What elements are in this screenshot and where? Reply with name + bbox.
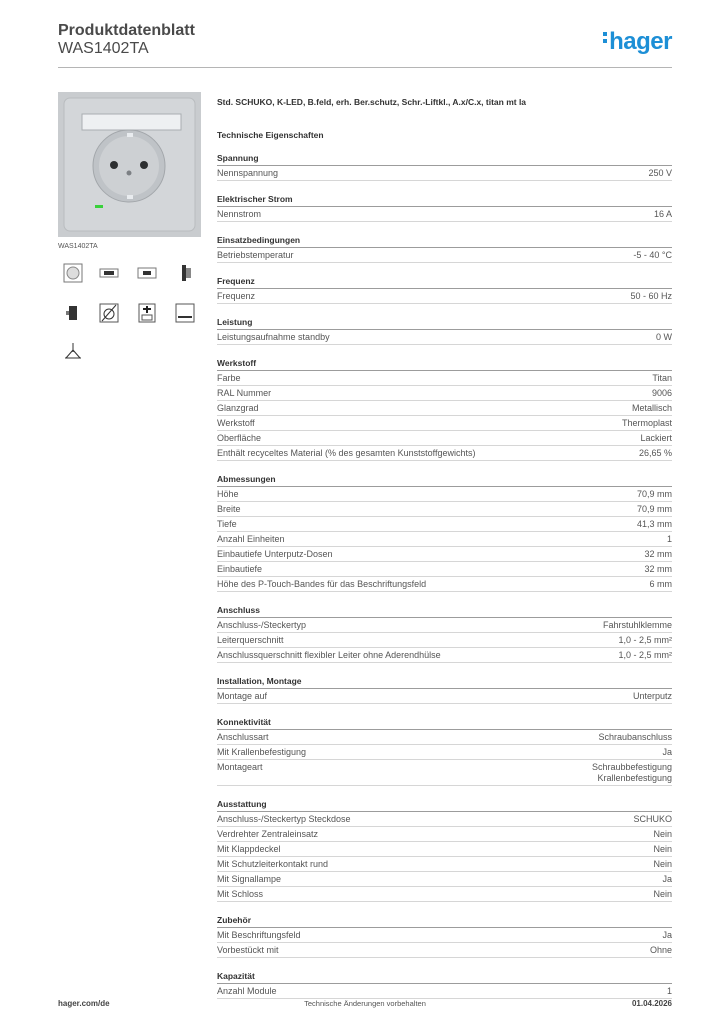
logo-dots-icon <box>603 29 608 46</box>
spec-label: Anschluss-/Steckertyp <box>217 620 307 630</box>
spec-value: Fahrstuhlklemme <box>602 620 672 630</box>
spec-value: 1 <box>666 534 672 544</box>
spec-label: Mit Signallampe <box>217 874 282 884</box>
spec-value: 9006 <box>651 388 672 398</box>
spec-row <box>217 827 672 842</box>
spec-section <box>217 605 672 663</box>
spec-label: Vorbestückt mit <box>217 945 279 955</box>
spec-label: Mit Klappdeckel <box>217 844 281 854</box>
protective-earth-icon <box>136 302 158 324</box>
spec-value: Unterputz <box>632 691 672 701</box>
spec-value: 32 mm <box>644 564 672 574</box>
spec-label: Höhe <box>217 489 239 499</box>
spec-label: Montageart <box>217 762 263 772</box>
spec-section <box>217 317 672 345</box>
image-caption: WAS1402TA <box>58 243 98 250</box>
spec-label: Frequenz <box>217 291 256 301</box>
section-title: Werkstoff <box>217 358 672 371</box>
logo-text: hager <box>609 28 672 55</box>
spec-value: 1 <box>666 986 672 996</box>
spec-label: Einbautiefe Unterputz-Dosen <box>217 549 333 559</box>
spec-label: Einbautiefe <box>217 564 263 574</box>
spec-row <box>217 887 672 902</box>
spec-value: Nein <box>653 829 672 839</box>
spec-label: Tiefe <box>217 519 237 529</box>
section-title: Anschluss <box>217 605 672 618</box>
spec-row <box>217 289 672 304</box>
spec-row <box>217 689 672 704</box>
spec-section <box>217 276 672 304</box>
spec-row <box>217 416 672 431</box>
page-footer <box>58 999 672 1011</box>
section-title: Frequenz <box>217 276 672 289</box>
spec-value: Lackiert <box>640 433 672 443</box>
spec-label: Anschlussquerschnitt flexibler Leiter ohne Aderendhülse <box>217 650 441 660</box>
spec-row <box>217 812 672 827</box>
label-field-icon <box>174 302 196 324</box>
section-title: Zubehör <box>217 915 672 928</box>
spec-sections <box>217 153 672 999</box>
page-header <box>58 22 672 70</box>
technical-properties-title: Technische Eigenschaften <box>217 130 324 140</box>
spec-label: Anschluss-/Steckertyp Steckdose <box>217 814 351 824</box>
installation-tool-icon <box>62 340 84 362</box>
spec-row <box>217 207 672 222</box>
spec-value: 26,65 % <box>638 448 672 458</box>
section-title: Leistung <box>217 317 672 330</box>
spec-label: Mit Beschriftungsfeld <box>217 930 301 940</box>
section-title: Abmessungen <box>217 474 672 487</box>
spec-label: Anzahl Module <box>217 986 277 996</box>
spec-row <box>217 857 672 872</box>
spec-value: 70,9 mm <box>636 489 672 499</box>
datasheet-content <box>217 96 672 999</box>
spec-section <box>217 194 672 222</box>
spec-value: Schraubbefestigung Krallenbefestigung <box>591 762 672 783</box>
section-title: Spannung <box>217 153 672 166</box>
spec-value: 41,3 mm <box>636 519 672 529</box>
document-title: Produktdatenblatt <box>58 22 195 39</box>
spec-label: Oberfläche <box>217 433 262 443</box>
section-title: Installation, Montage <box>217 676 672 689</box>
hager-logo <box>603 28 672 56</box>
spec-value: Nein <box>653 844 672 854</box>
spec-row <box>217 166 672 181</box>
spec-value: Schraubanschluss <box>598 732 672 742</box>
terminal-icon <box>62 302 84 324</box>
spec-row <box>217 577 672 592</box>
spec-row <box>217 562 672 577</box>
spec-value: Ja <box>662 874 672 884</box>
spec-row <box>217 943 672 958</box>
spec-label: RAL Nummer <box>217 388 272 398</box>
spec-value: Ja <box>662 747 672 757</box>
spec-row <box>217 401 672 416</box>
spec-section <box>217 235 672 263</box>
section-title: Ausstattung <box>217 799 672 812</box>
spec-label: Farbe <box>217 373 241 383</box>
spec-row <box>217 431 672 446</box>
spec-value: 16 A <box>653 209 672 219</box>
section-title: Einsatzbedingungen <box>217 235 672 248</box>
spec-value: 250 V <box>648 168 672 178</box>
spec-label: Mit Schutzleiterkontakt rund <box>217 859 329 869</box>
spec-label: Verdrehter Zentraleinsatz <box>217 829 319 839</box>
spec-section <box>217 915 672 958</box>
footer-notice: Technische Änderungen vorbehalten <box>304 999 426 1008</box>
spec-label: Breite <box>217 504 241 514</box>
spec-row <box>217 517 672 532</box>
spec-section <box>217 717 672 786</box>
spec-label: Glanzgrad <box>217 403 259 413</box>
spec-label: Enthält recyceltes Material (% des gesamten Kunststoffgewichts) <box>217 448 476 458</box>
spec-row <box>217 532 672 547</box>
socket-front-icon <box>62 262 84 284</box>
side-profile-icon <box>174 262 196 284</box>
spec-section <box>217 153 672 181</box>
spec-value: Nein <box>653 889 672 899</box>
spec-value: SCHUKO <box>633 814 672 824</box>
spec-row <box>217 730 672 745</box>
spec-label: Nennspannung <box>217 168 279 178</box>
spec-row <box>217 928 672 943</box>
spec-value: 32 mm <box>644 549 672 559</box>
header-divider <box>58 67 672 68</box>
spec-value: 6 mm <box>649 579 672 589</box>
spec-row <box>217 745 672 760</box>
spec-value: Nein <box>653 859 672 869</box>
spec-row <box>217 633 672 648</box>
spec-row <box>217 386 672 401</box>
spec-row <box>217 446 672 461</box>
spec-value: 50 - 60 Hz <box>630 291 672 301</box>
spec-label: Werkstoff <box>217 418 255 428</box>
product-description: Std. SCHUKO, K-LED, B.feld, erh. Ber.schutz, Schr.-Liftkl., A.x/C.x, titan mt la <box>217 97 527 107</box>
spec-section <box>217 474 672 592</box>
spec-row <box>217 547 672 562</box>
spec-label: Mit Krallenbefestigung <box>217 747 307 757</box>
spec-row <box>217 371 672 386</box>
spec-label: Mit Schloss <box>217 889 264 899</box>
section-title: Kapazität <box>217 971 672 984</box>
spec-value: 0 W <box>655 332 672 342</box>
surface-mount-icon <box>136 262 158 284</box>
no-fuse-icon <box>98 302 120 324</box>
spec-row <box>217 842 672 857</box>
spec-label: Montage auf <box>217 691 268 701</box>
spec-value: Thermoplast <box>621 418 672 428</box>
spec-label: Anzahl Einheiten <box>217 534 285 544</box>
spec-section <box>217 358 672 461</box>
spec-label: Höhe des P-Touch-Bandes für das Beschriftungsfeld <box>217 579 427 589</box>
footer-website-link[interactable]: hager.com/de <box>58 999 110 1008</box>
spec-value: 1,0 - 2,5 mm² <box>618 635 672 645</box>
spec-row <box>217 330 672 345</box>
spec-row <box>217 502 672 517</box>
spec-label: Leistungsaufnahme standby <box>217 332 330 342</box>
spec-row <box>217 248 672 263</box>
spec-value: 70,9 mm <box>636 504 672 514</box>
spec-section <box>217 799 672 902</box>
spec-section <box>217 971 672 999</box>
spec-row <box>217 984 672 999</box>
footer-date: 01.04.2026 <box>631 999 672 1008</box>
spec-row <box>217 618 672 633</box>
spec-value: -5 - 40 °C <box>633 250 672 260</box>
spec-value: 1,0 - 2,5 mm² <box>618 650 672 660</box>
section-title: Elektrischer Strom <box>217 194 672 207</box>
spec-label: Anschlussart <box>217 732 269 742</box>
spec-row <box>217 872 672 887</box>
spec-row <box>217 648 672 663</box>
spec-label: Nennstrom <box>217 209 262 219</box>
spec-value: Metallisch <box>631 403 672 413</box>
product-image <box>58 92 201 237</box>
spec-row <box>217 760 672 786</box>
spec-section <box>217 676 672 704</box>
section-title: Konnektivität <box>217 717 672 730</box>
article-number: WAS1402TA <box>58 40 149 57</box>
spec-row <box>217 487 672 502</box>
spec-value: Ohne <box>649 945 672 955</box>
spec-label: Leiterquerschnitt <box>217 635 284 645</box>
flush-mount-icon <box>98 262 120 284</box>
spec-value: Titan <box>652 373 672 383</box>
spec-label: Betriebstemperatur <box>217 250 294 260</box>
spec-value: Ja <box>662 930 672 940</box>
